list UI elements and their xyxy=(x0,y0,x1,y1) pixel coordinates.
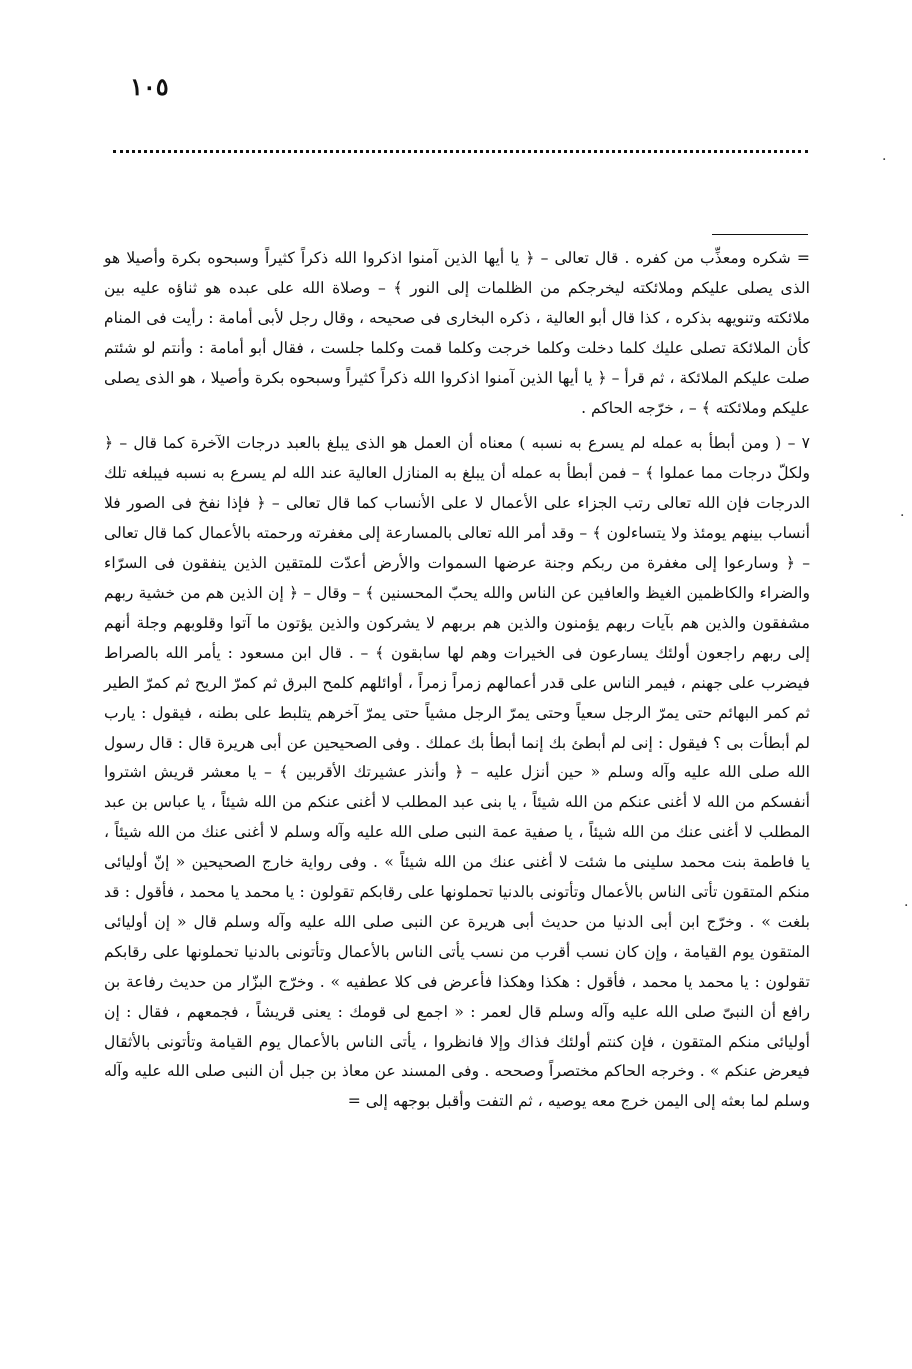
page-number: ١٠٥ xyxy=(130,72,169,101)
footnote-separator-rule xyxy=(712,234,808,235)
margin-mark: · xyxy=(900,508,905,524)
footnote-text-block xyxy=(104,244,810,1117)
header-dotted-rule xyxy=(113,150,808,153)
margin-mark: · xyxy=(904,898,909,914)
margin-mark: · xyxy=(882,152,887,168)
paragraph-note-7: ٧ – ( ومن أبطأ به عمله لم يسرع به نسبه ) معناه أن العمل هو الذى يبلغ بالعبد درجات الآخرة كما قال – ﴿ ولكلّ درجات مما عملوا ﴾ – فمن أبطأ به عمله أن يبلغ به المنازل العالية عند الله لم يسرع به نسبه فيبلغه تلك الدرجات فإن الله تعالى رتب الجزاء على الأعمال لا على الأنساب كما قال تعالى – ﴿ فإذا نفخ فى الصور فلا أنساب بينهم يومئذ ولا يتساءلون ﴾ – وقد أمر الله تعالى بالمسارعة إلى مغفرته ورحمته بالأعمال كما قال تعالى – ﴿ وسارعوا إلى مغفرة من ربكم وجنة عرضها السموات والأرض أعدّت للمتقين الذين ينفقون فى السرّاء والضراء والكاظمين الغيظ والعافين عن الناس والله يحبّ المحسنين ﴾ – وقال – ﴿ إن الذين هم من خشية ربهم مشفقون والذين هم بآيات ربهم يؤمنون والذين هم بربهم لا يشركون والذين يؤتون ما آتوا وقلوبهم وجلة أنهم إلى ربهم راجعون أولئك يسارعون فى الخيرات وهم لها سابقون ﴾ – . قال ابن مسعود : يأمر الله بالصراط فيضرب على جهنم ، فيمر الناس على قدر أعمالهم زمراً زمراً ، أوائلهم كلمح البرق ثم كمرّ الريح ثم كمرّ الطير ثم كمر البهائم حتى يمرّ الرجل سعياً وحتى يمرّ الرجل مشياً حتى يمرّ آخرهم يتلبط على بطنه ، فيقول : يارب لم أبطأت بى ؟ فيقول : إنى لم أبطئ بك إنما أبطأ بك عملك . وفى الصحيحين عن أبى هريرة قال : قال رسول الله صلى الله عليه وآله وسلم « حين أنزل عليه – ﴿ وأنذر عشيرتك الأقربين ﴾ – يا معشر قريش اشتروا أنفسكم من الله لا أغنى عنكم من الله شيئاً ، يا بنى عبد المطلب لا أغنى عنكم من الله شيئاً ، يا عباس بن عبد المطلب لا أغنى عنك من الله شيئاً ، يا صفية عمة النبى صلى الله عليه وآله وسلم لا أغنى عنك من الله شيئاً ، يا فاطمة بنت محمد سلينى ما شئت لا أغنى عنك من الله شيئاً » . وفى رواية خارج الصحيحين « إنّ أوليائى منكم المتقون تأتى الناس بالأعمال وتأتونى بالدنيا تحملونها على رقابكم تقولون : يا محمد يا محمد ، فأقول : قد بلغت » . وخرّج ابن أبى الدنيا من حديث أبى هريرة عن النبى صلى الله عليه وآله وسلم قال « إن أوليائى المتقون يوم القيامة ، وإن كان نسب أقرب من نسب يأتى الناس بالأعمال وتأتونى بالدنيا تحملونها على رقابكم تقولون : يا محمد يا محمد ، فأقول : هكذا وهكذا فأعرض فى كلا عطفيه » . وخرّج البزّار من حديث رفاعة بن رافع أن النبىّ صلى الله عليه وآله وسلم قال لعمر : « اجمع لى قومك : يعنى قريشاً ، فجمعهم ، فقال : إن أوليائى منكم المتقون ، فإن كنتم أولئك فذاك وإلا فانظروا ، يأتى الناس بالأعمال يوم القيامة وتأتونى بالأثقال فيعرض عنكم » . وخرجه الحاكم مختصراً وصححه . وفى المسند عن معاذ بن جبل أن النبى صلى الله عليه وآله وسلم لما بعثه إلى اليمن خرج معه يوصيه ، ثم التفت وأقبل بوجهه إلى = xyxy=(104,434,810,1111)
paragraph-continuation: = شكره ومعذِّب من كفره . قال تعالى – ﴿ يا أيها الذين آمنوا اذكروا الله ذكراً كثيراً وسبحوه بكرة وأصيلا هو الذى يصلى عليكم وملائكته ليخرجكم من الظلمات إلى النور ﴾ – وصلاة الله على عبده هو ثناؤه عليه بين ملائكته وتنويهه بذكره ، كذا قال أبو العالية ، ذكره البخارى فى صحيحه ، وقال رجل لأبى أمامة : رأيت فى المنام كأن الملائكة تصلى عليك كلما دخلت وكلما خرجت وكلما قمت وكلما جلست ، فقال أبو أمامة : وأنتم لو شئتم صلت عليكم الملائكة ، ثم قرأ – ﴿ يا أيها الذين آمنوا اذكروا الله ذكراً كثيراً وسبحوه بكرة وأصيلا ، هو الذى يصلى عليكم وملائكته ﴾ – ، خرّجه الحاكم . xyxy=(104,249,811,417)
